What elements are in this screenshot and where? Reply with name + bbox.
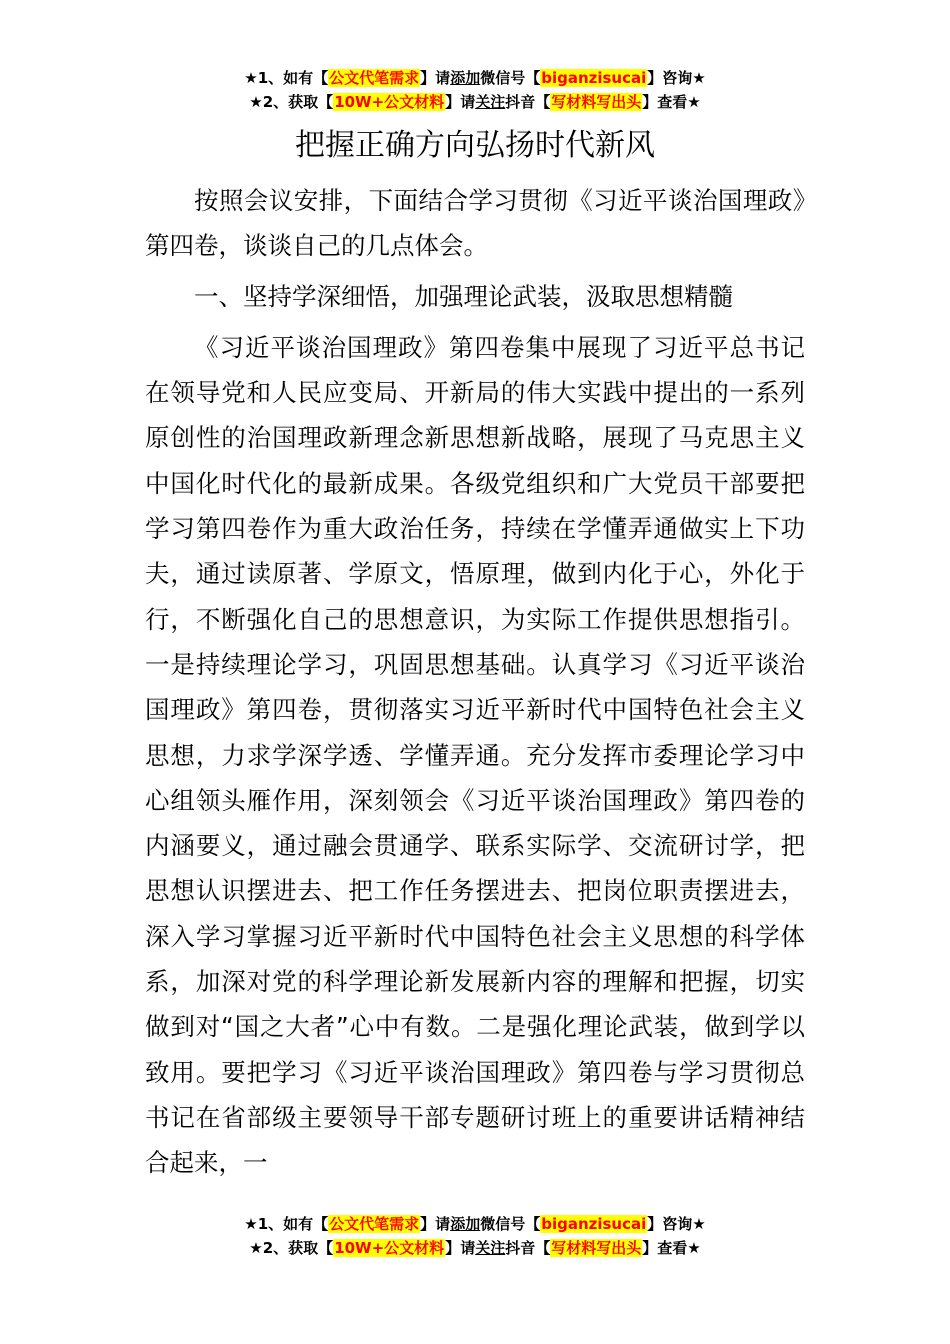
footer-banner-line-1 [0, 1212, 950, 1236]
banner-text: 】请 [420, 69, 451, 87]
footer-banner [0, 1212, 950, 1260]
banner-text: 】咨询★ [647, 1215, 706, 1233]
banner-text: ★2、获取【 [249, 93, 334, 111]
banner-text: 】查看★ [642, 93, 701, 111]
highlight-wechat-id: biganzisucai [541, 1215, 647, 1233]
highlight-service: 公文代笔需求 [329, 69, 420, 87]
intro-paragraph: 按照会议安排，下面结合学习贯彻《习近平谈治国理政》第四卷，谈谈自己的几点体会。 [145, 186, 805, 261]
highlight-materials: 10W+公文材料 [334, 93, 445, 111]
document-title: 把握正确方向弘扬时代新风 [295, 128, 655, 163]
underlined-text: 添加 [450, 1215, 481, 1233]
highlight-service: 公文代笔需求 [329, 1215, 420, 1233]
underlined-text: 关注 [475, 93, 506, 111]
document-body [145, 178, 805, 1186]
banner-text: 微信号【 [480, 69, 541, 87]
highlight-douyin-account: 写材料写出头 [551, 93, 642, 111]
banner-text: 】查看★ [642, 1239, 701, 1257]
banner-text: 】请 [420, 1215, 451, 1233]
header-banner-line-2 [0, 90, 950, 114]
banner-text: 微信号【 [480, 1215, 541, 1233]
banner-text: 抖音【 [505, 93, 551, 111]
header-banner [0, 66, 950, 114]
banner-text: 】咨询★ [647, 69, 706, 87]
underlined-text: 关注 [475, 1239, 506, 1257]
banner-text: ★1、如有【 [244, 1215, 329, 1233]
footer-banner-line-2 [0, 1236, 950, 1260]
highlight-wechat-id: biganzisucai [541, 69, 647, 87]
header-banner-line-1 [0, 66, 950, 90]
banner-text: ★2、获取【 [249, 1239, 334, 1257]
section-paragraph: 《习近平谈治国理政》第四卷集中展现了习近平总书记在领导党和人民应变局、开新局的伟大实践中提出的一系列原创性的治国理政新理念新思想新战略，展现了马克思主义中国化时代化的最新成果。各级党组织和广大党员干部要把学习第四卷作为重大政治任务，持续在学懂弄通做实上下功夫，通过读原著、学原文，悟原理，做到内化于心，外化于行，不断强化自己的思想意识，为实际工作提供思想指引。一是持续理论学习，巩固思想基础。认真学习《习近平谈治国理政》第四卷，贯彻落实习近平新时代中国特色社会主义思想，力求学深学透、学懂弄通。充分发挥市委理论学习中心组领头雁作用，深刻领会《习近平谈治国理政》第四卷的内涵要义，通过融会贯通学、联系实际学、交流研讨学，把思想认识摆进去、把工作任务摆进去、把岗位职责摆进去，深入学习掌握习近平新时代中国特色社会主义思想的科学体系，加深对党的科学理论新发展新内容的理解和把握，切实做到对“国之大者”心中有数。二是强化理论武装，做到学以致用。要把学习《习近平谈治国理政》第四卷与学习贯彻总书记在省部级主要领导干部专题研讨班上的重要讲话精神结合起来，一 [145, 332, 805, 1178]
section-heading: 一、坚持学深细悟，加强理论武装，汲取思想精髓 [194, 281, 733, 311]
banner-text: 抖音【 [505, 1239, 551, 1257]
underlined-text: 添加 [450, 69, 481, 87]
highlight-douyin-account: 写材料写出头 [551, 1239, 642, 1257]
banner-text: 】请 [445, 93, 476, 111]
banner-text: ★1、如有【 [244, 69, 329, 87]
banner-text: 】请 [445, 1239, 476, 1257]
highlight-materials: 10W+公文材料 [334, 1239, 445, 1257]
